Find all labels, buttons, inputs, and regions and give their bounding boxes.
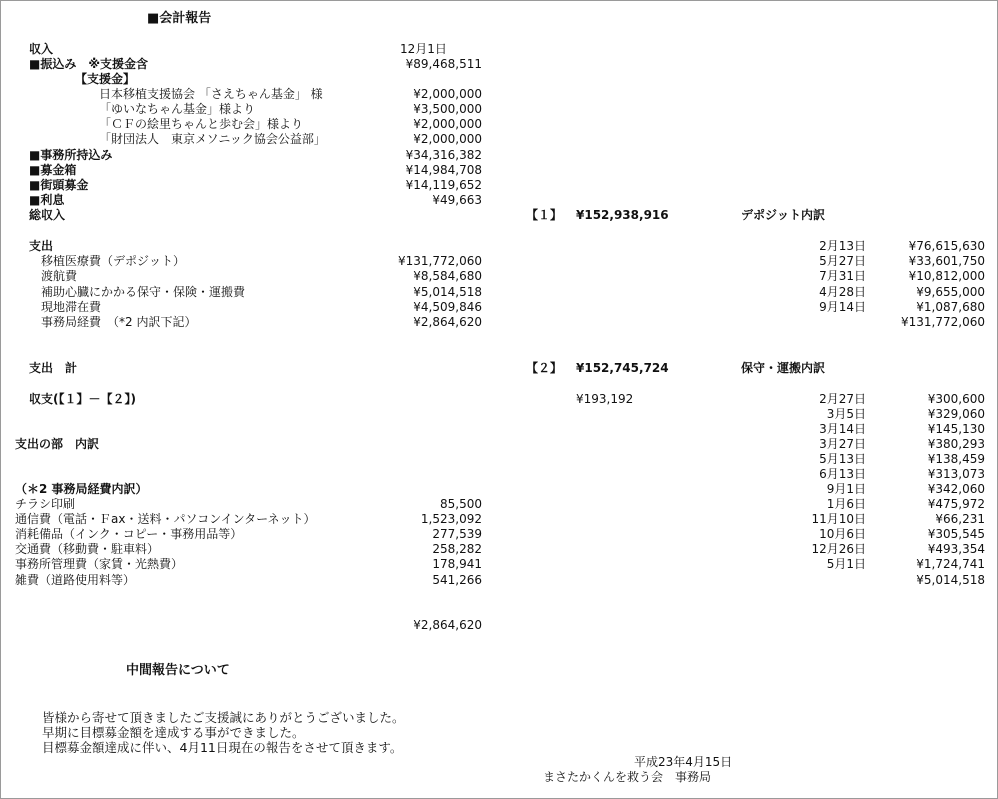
maintenance-date: 3月14日 [819,422,866,436]
expense-item-label: 現地滞在費 [41,300,102,314]
maintenance-amount: ¥138,459 [927,452,985,466]
breakdown-item-label: 交通費（移動費・駐車料） [15,542,160,556]
maintenance-amount: ¥145,130 [927,422,985,436]
expense-item-amount: ¥5,014,518 [413,285,482,299]
expense-item-amount: ¥2,864,620 [413,315,482,329]
maintenance-amount: ¥300,600 [927,392,985,406]
maintenance-date: 2月27日 [819,392,866,406]
deposit-date: 9月14日 [819,300,866,314]
maintenance-amount: ¥380,293 [927,437,985,451]
income-item-amount: ¥14,119,652 [405,178,482,192]
breakdown-item-label: 雑費（道路使用料等） [15,573,136,587]
breakdown-item-label: 通信費（電話・Ｆax・送料・パソコンインターネット） [15,512,316,526]
support-item-amount: ¥2,000,000 [413,117,482,131]
support-item-label: 「財団法人 東京メソニック協会公益部」 [99,132,326,146]
balance-amount: ¥193,192 [576,392,634,406]
expense-heading: 支出 [29,239,54,253]
support-item-amount: ¥2,000,000 [413,132,482,146]
support-item-label: 「ＣＦの絵里ちゃんと歩む会」様より [99,117,304,131]
breakdown-item-label: チラシ印刷 [15,497,76,511]
maintenance-heading: 保守・運搬内訳 [741,361,826,375]
report-date-header: 12月1日 [400,42,447,56]
deposit-date: 2月13日 [819,239,866,253]
breakdown-item-label: 事務所管理費（家賃・光熱費） [15,557,184,571]
interim-message-line: 早期に目標募金額を達成する事ができました。 [42,725,305,740]
deposit-date: 5月27日 [819,254,866,268]
expense-item-amount: ¥8,584,680 [413,269,482,283]
total-income-label: 総収入 [29,208,66,222]
deposit-total: ¥131,772,060 [901,315,985,329]
total-expense-amount: ¥152,745,724 [576,361,669,375]
maintenance-amount: ¥313,073 [927,467,985,481]
expense-item-label: 補助心臓にかかる保守・保険・運搬費 [41,285,246,299]
income-item-label: ■事務所持込み [29,148,113,162]
support-item-amount: ¥2,000,000 [413,87,482,101]
income-item-amount: ¥14,984,708 [405,163,482,177]
support-item-amount: ¥3,500,000 [413,102,482,116]
support-heading: 【支援金】 [75,72,136,86]
deposit-amount: ¥9,655,000 [916,285,985,299]
deposit-heading: デポジット内訳 [741,208,826,222]
maintenance-amount: ¥305,545 [927,527,985,541]
maintenance-amount: ¥475,972 [927,497,985,511]
office-expense-heading: （＊2 事務局経費内訳） [15,482,148,496]
income-item-label: ■街頭募金 [29,178,89,192]
income-item-label: ■募金箱 [29,163,77,177]
breakdown-item-amount: 1,523,092 [420,512,482,526]
maintenance-date: 6月13日 [819,467,866,481]
total-expense-marker: 【２】 [526,361,563,375]
organization-name: まさたかくんを救う会 事務局 [543,770,712,784]
interim-heading: 中間報告について [126,663,230,678]
total-income-amount: ¥152,938,916 [576,208,669,222]
deposit-amount: ¥10,812,000 [908,269,985,283]
balance-label: 収支(【１】－【２】) [29,392,136,406]
maintenance-amount: ¥1,724,741 [916,557,985,571]
income-transfer-amount: ¥89,468,511 [405,57,482,71]
maintenance-date: 12月26日 [811,542,866,556]
interim-message-line: 皆様から寄せて頂きましたご支援誠にありがとうございました。 [42,710,405,725]
income-item-label: ■利息 [29,193,65,207]
income-item-amount: ¥49,663 [432,193,482,207]
income-heading: 収入 [29,42,54,56]
deposit-date: 4月28日 [819,285,866,299]
breakdown-item-label: 消耗備品（インク・コピー・事務用品等） [15,527,243,541]
income-item-amount: ¥34,316,382 [405,148,482,162]
expense-item-label: 移植医療費（デポジット） [41,254,186,268]
interim-message-line: 目標募金額達成に伴い、4月11日現在の報告をさせて頂きます。 [42,740,403,755]
maintenance-date: 9月1日 [826,482,866,496]
maintenance-date: 3月27日 [819,437,866,451]
income-transfer-label: ■振込み ※支援金含 [29,57,149,71]
maintenance-total: ¥5,014,518 [916,573,985,587]
support-item-label: 「ゆいなちゃん基金」様より [99,102,256,116]
breakdown-heading: 支出の部 内訳 [15,437,100,451]
maintenance-date: 1月6日 [826,497,866,511]
breakdown-item-amount: 178,941 [432,557,482,571]
breakdown-total: ¥2,864,620 [413,618,482,632]
breakdown-item-amount: 85,500 [440,497,482,511]
breakdown-item-amount: 258,282 [432,542,482,556]
deposit-amount: ¥76,615,630 [908,239,985,253]
maintenance-amount: ¥493,354 [927,542,985,556]
interim-date: 平成23年4月15日 [634,755,733,769]
report-title: ■会計報告 [147,11,212,26]
total-expense-label: 支出 計 [29,361,78,375]
maintenance-date: 3月5日 [826,407,866,421]
maintenance-date: 5月1日 [826,557,866,571]
maintenance-date: 5月13日 [819,452,866,466]
expense-item-label: 事務局経費 （*2 内訳下記） [41,315,197,329]
deposit-amount: ¥33,601,750 [908,254,985,268]
maintenance-amount: ¥329,060 [927,407,985,421]
breakdown-item-amount: 277,539 [432,527,482,541]
deposit-amount: ¥1,087,680 [916,300,985,314]
maintenance-date: 10月6日 [819,527,866,541]
maintenance-date: 11月10日 [811,512,866,526]
maintenance-amount: ¥342,060 [927,482,985,496]
deposit-date: 7月31日 [819,269,866,283]
expense-item-amount: ¥131,772,060 [398,254,482,268]
breakdown-item-amount: 541,266 [432,573,482,587]
support-item-label: 日本移植支援協会 「さえちゃん基金」 様 [99,87,323,101]
total-income-marker: 【１】 [526,208,563,222]
maintenance-amount: ¥66,231 [935,512,985,526]
expense-item-amount: ¥4,509,846 [413,300,482,314]
expense-item-label: 渡航費 [41,269,78,283]
